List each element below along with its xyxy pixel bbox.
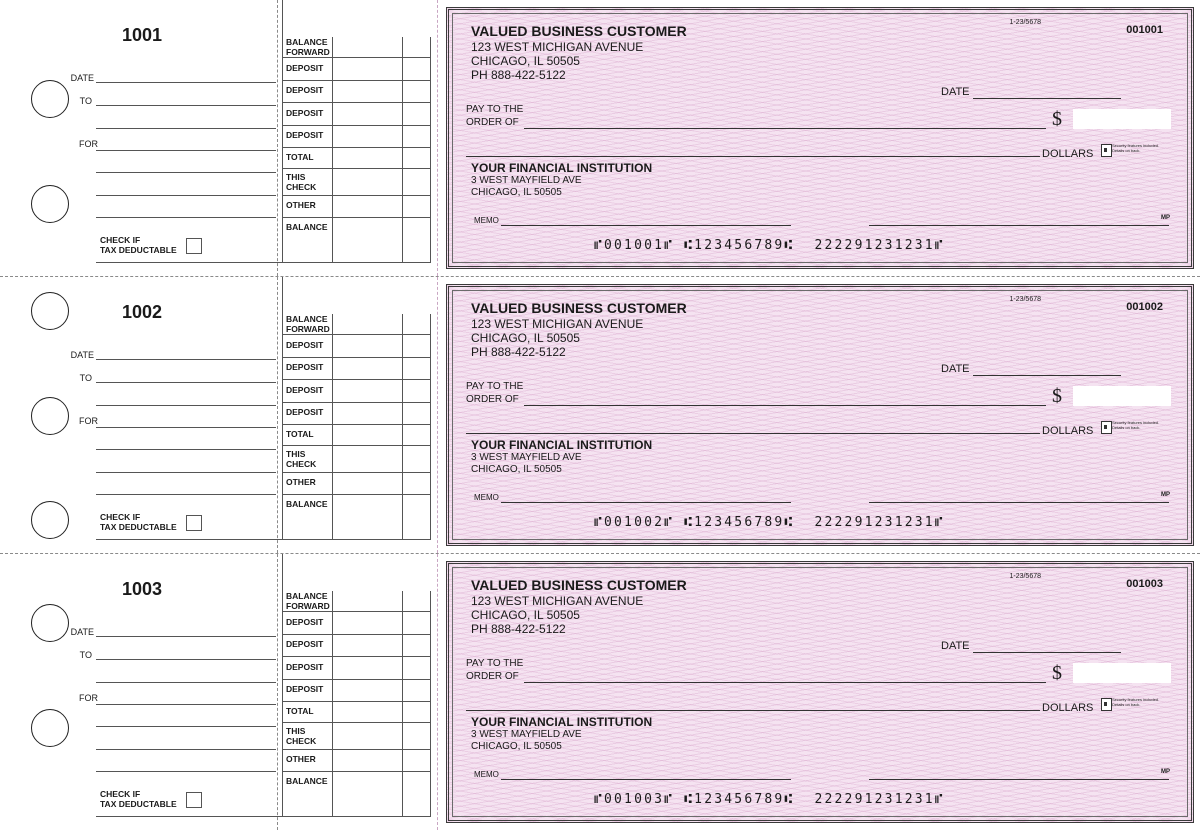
date-label: DATE — [941, 86, 970, 98]
payee-field[interactable] — [524, 682, 1046, 683]
customer-phone: PH 888-422-5122 — [471, 345, 566, 359]
customer-address-1: 123 WEST MICHIGAN AVENUE — [471, 594, 644, 608]
stub-to-label: TO — [79, 373, 92, 383]
register-ledger — [282, 314, 431, 539]
amount-words-field[interactable] — [466, 156, 1040, 157]
ledger-label: THIS CHECK — [286, 172, 317, 192]
ledger-label: DEPOSIT — [286, 617, 324, 627]
ledger-column-line — [282, 554, 283, 816]
check — [446, 284, 1194, 546]
stub-for-label: FOR — [79, 693, 98, 703]
ledger-column-line — [402, 314, 403, 539]
ledger-row-line — [282, 722, 431, 723]
customer-address-2: CHICAGO, IL 50505 — [471, 331, 580, 345]
stub-line — [96, 128, 276, 129]
ledger-row-line — [282, 445, 431, 446]
ledger-row-line — [282, 357, 431, 358]
customer-address-2: CHICAGO, IL 50505 — [471, 608, 580, 622]
ledger-row-line — [282, 424, 431, 425]
dollars-label: DOLLARS — [1042, 148, 1094, 160]
padlock-icon — [1101, 698, 1112, 711]
stub-number: 1003 — [122, 579, 163, 599]
padlock-icon — [1101, 144, 1112, 157]
signature-field[interactable] — [869, 225, 1169, 226]
ledger-row-line — [282, 102, 431, 103]
stub-line — [96, 195, 276, 196]
ledger-row-line — [282, 611, 431, 612]
customer-phone: PH 888-422-5122 — [471, 622, 566, 636]
check-row-3 — [0, 554, 1200, 830]
horizontal-perforation — [0, 553, 1200, 554]
ledger-row-line — [282, 217, 431, 218]
ledger-label: BALANCE — [286, 222, 328, 232]
bank-address-1: 3 WEST MAYFIELD AVE — [471, 175, 582, 186]
customer-phone: PH 888-422-5122 — [471, 68, 566, 82]
check-row-1 — [0, 0, 1200, 276]
ledger-label: TOTAL — [286, 429, 314, 439]
signature-field[interactable] — [869, 502, 1169, 503]
micr-line: ⑈001001⑈ ⑆123456789⑆ 222291231231⑈ — [594, 238, 945, 253]
ledger-label: THIS CHECK — [286, 726, 317, 746]
amount-words-field[interactable] — [466, 433, 1040, 434]
ledger-row-line — [282, 494, 431, 495]
bank-address-2: CHICAGO, IL 50505 — [471, 464, 562, 475]
ledger-label: OTHER — [286, 754, 316, 764]
memo-label: MEMO — [474, 770, 499, 779]
binder-hole — [31, 501, 69, 539]
memo-field[interactable] — [501, 779, 791, 780]
ledger-row-line — [282, 656, 431, 657]
check-perforation — [437, 554, 438, 830]
ledger-label: OTHER — [286, 477, 316, 487]
ledger-column-line — [402, 591, 403, 816]
payee-field[interactable] — [524, 128, 1046, 129]
ledger-column-line — [430, 314, 431, 539]
stub-bottom-line — [96, 816, 431, 817]
check-number: 001002 — [1126, 301, 1163, 313]
bank-address-2: CHICAGO, IL 50505 — [471, 187, 562, 198]
stub-line — [96, 405, 276, 406]
bank-name: YOUR FINANCIAL INSTITUTION — [471, 438, 653, 452]
stub-date-label: DATE — [70, 73, 94, 83]
dollars-label: DOLLARS — [1042, 702, 1094, 714]
ledger-column-line — [402, 37, 403, 262]
ledger-row-line — [282, 334, 431, 335]
stub-line — [96, 150, 276, 151]
ledger-label: BALANCE — [286, 499, 328, 509]
ledger-row-line — [282, 634, 431, 635]
memo-label: MEMO — [474, 493, 499, 502]
ledger-label: DEPOSIT — [286, 63, 324, 73]
stub-perforation — [277, 277, 278, 553]
stub-line — [96, 472, 276, 473]
ledger-column-line — [332, 591, 333, 816]
ledger-row-line — [282, 168, 431, 169]
ledger-row-line — [282, 147, 431, 148]
stub-perforation — [277, 0, 278, 276]
ledger-column-line — [282, 0, 283, 262]
ledger-row-line — [282, 679, 431, 680]
stub-line — [96, 82, 276, 83]
customer-address-1: 123 WEST MICHIGAN AVENUE — [471, 40, 644, 54]
ledger-label: DEPOSIT — [286, 662, 324, 672]
ledger-label: BALANCE FORWARD — [286, 37, 330, 57]
check-row-2 — [0, 277, 1200, 553]
ledger-row-line — [282, 57, 431, 58]
mp-label: MP — [1161, 769, 1170, 775]
stub-bottom-line — [96, 539, 431, 540]
check-number: 001003 — [1126, 578, 1163, 590]
check — [446, 561, 1194, 823]
customer-name: VALUED BUSINESS CUSTOMER — [471, 23, 687, 39]
stub-date-label: DATE — [70, 627, 94, 637]
dollar-sign: $ — [1052, 108, 1062, 130]
ledger-label: DEPOSIT — [286, 684, 324, 694]
ledger-row-line — [282, 195, 431, 196]
customer-name: VALUED BUSINESS CUSTOMER — [471, 300, 687, 316]
binder-hole — [31, 604, 69, 642]
signature-field[interactable] — [869, 779, 1169, 780]
ledger-row-line — [282, 379, 431, 380]
ledger-label: TOTAL — [286, 152, 314, 162]
customer-name: VALUED BUSINESS CUSTOMER — [471, 577, 687, 593]
routing-fraction: 1-23/5678 — [1009, 573, 1041, 580]
mp-label: MP — [1161, 215, 1170, 221]
ledger-label: BALANCE FORWARD — [286, 591, 330, 611]
check — [446, 7, 1194, 269]
amount-field[interactable] — [1073, 109, 1171, 129]
stub-for-label: FOR — [79, 139, 98, 149]
stub-line — [96, 105, 276, 106]
memo-field[interactable] — [501, 502, 791, 503]
date-field[interactable] — [973, 652, 1121, 653]
tax-deductable-checkbox[interactable] — [186, 792, 202, 808]
ledger-column-line — [430, 37, 431, 262]
stub-number: 1001 — [122, 25, 163, 45]
pay-to-label: PAY TO THE ORDER OF — [466, 381, 524, 405]
ledger-row-line — [282, 402, 431, 403]
tax-deductable-label: CHECK IF TAX DEDUCTABLE — [100, 789, 177, 809]
tax-deductable-label: CHECK IF TAX DEDUCTABLE — [100, 512, 177, 532]
bank-address-1: 3 WEST MAYFIELD AVE — [471, 452, 582, 463]
binder-hole — [31, 397, 69, 435]
stub-perforation — [277, 554, 278, 830]
amount-field[interactable] — [1073, 386, 1171, 406]
stub-to-label: TO — [79, 96, 92, 106]
dollar-sign: $ — [1052, 385, 1062, 407]
ledger-label: DEPOSIT — [286, 385, 324, 395]
register-ledger — [282, 37, 431, 262]
horizontal-perforation — [0, 276, 1200, 277]
ledger-label: DEPOSIT — [286, 108, 324, 118]
ledger-column-line — [430, 591, 431, 816]
bank-name: YOUR FINANCIAL INSTITUTION — [471, 715, 653, 729]
date-field[interactable] — [973, 375, 1121, 376]
micr-line: ⑈001003⑈ ⑆123456789⑆ 222291231231⑈ — [594, 792, 945, 807]
date-label: DATE — [941, 640, 970, 652]
stub-line — [96, 427, 276, 428]
ledger-row-line — [282, 125, 431, 126]
ledger-column-line — [332, 314, 333, 539]
stub-line — [96, 172, 276, 173]
amount-words-field[interactable] — [466, 710, 1040, 711]
stub-line — [96, 494, 276, 495]
register-ledger — [282, 591, 431, 816]
mp-label: MP — [1161, 492, 1170, 498]
ledger-label: DEPOSIT — [286, 362, 324, 372]
ledger-label: DEPOSIT — [286, 407, 324, 417]
ledger-label: DEPOSIT — [286, 639, 324, 649]
date-label: DATE — [941, 363, 970, 375]
stub-line — [96, 749, 276, 750]
security-note: Security features included. Details on back. — [1112, 697, 1160, 707]
ledger-label: TOTAL — [286, 706, 314, 716]
stub-line — [96, 659, 276, 660]
payee-field[interactable] — [524, 405, 1046, 406]
bank-name: YOUR FINANCIAL INSTITUTION — [471, 161, 653, 175]
dollar-sign: $ — [1052, 662, 1062, 684]
ledger-label: THIS CHECK — [286, 449, 317, 469]
ledger-label: BALANCE FORWARD — [286, 314, 330, 334]
customer-address-2: CHICAGO, IL 50505 — [471, 54, 580, 68]
check-perforation — [437, 0, 438, 276]
routing-fraction: 1-23/5678 — [1009, 19, 1041, 26]
stub-line — [96, 449, 276, 450]
pay-to-label: PAY TO THE ORDER OF — [466, 104, 524, 128]
stub-for-label: FOR — [79, 416, 98, 426]
binder-hole — [31, 292, 69, 330]
binder-hole — [31, 185, 69, 223]
stub-line — [96, 382, 276, 383]
padlock-icon — [1101, 421, 1112, 434]
stub-line — [96, 636, 276, 637]
ledger-label: DEPOSIT — [286, 130, 324, 140]
stub-line — [96, 771, 276, 772]
bank-address-2: CHICAGO, IL 50505 — [471, 741, 562, 752]
stub-line — [96, 359, 276, 360]
micr-line: ⑈001002⑈ ⑆123456789⑆ 222291231231⑈ — [594, 515, 945, 530]
ledger-row-line — [282, 749, 431, 750]
ledger-column-line — [332, 37, 333, 262]
security-note: Security features included. Details on back. — [1112, 143, 1160, 153]
pay-to-label: PAY TO THE ORDER OF — [466, 658, 524, 682]
tax-deductable-checkbox[interactable] — [186, 515, 202, 531]
stub-line — [96, 704, 276, 705]
stub-bottom-line — [96, 262, 431, 263]
ledger-label: DEPOSIT — [286, 85, 324, 95]
memo-field[interactable] — [501, 225, 791, 226]
ledger-column-line — [282, 277, 283, 539]
date-field[interactable] — [973, 98, 1121, 99]
ledger-label: BALANCE — [286, 776, 328, 786]
binder-hole — [31, 80, 69, 118]
routing-fraction: 1-23/5678 — [1009, 296, 1041, 303]
customer-address-1: 123 WEST MICHIGAN AVENUE — [471, 317, 644, 331]
dollars-label: DOLLARS — [1042, 425, 1094, 437]
check-perforation — [437, 277, 438, 553]
stub-date-label: DATE — [70, 350, 94, 360]
stub-number: 1002 — [122, 302, 163, 322]
stub-line — [96, 682, 276, 683]
ledger-row-line — [282, 771, 431, 772]
ledger-row-line — [282, 80, 431, 81]
ledger-label: OTHER — [286, 200, 316, 210]
security-note: Security features included. Details on back. — [1112, 420, 1160, 430]
check-number: 001001 — [1126, 24, 1163, 36]
stub-line — [96, 726, 276, 727]
stub-line — [96, 217, 276, 218]
stub-to-label: TO — [79, 650, 92, 660]
binder-hole — [31, 709, 69, 747]
tax-deductable-checkbox[interactable] — [186, 238, 202, 254]
ledger-row-line — [282, 472, 431, 473]
tax-deductable-label: CHECK IF TAX DEDUCTABLE — [100, 235, 177, 255]
ledger-row-line — [282, 701, 431, 702]
amount-field[interactable] — [1073, 663, 1171, 683]
bank-address-1: 3 WEST MAYFIELD AVE — [471, 729, 582, 740]
memo-label: MEMO — [474, 216, 499, 225]
ledger-label: DEPOSIT — [286, 340, 324, 350]
